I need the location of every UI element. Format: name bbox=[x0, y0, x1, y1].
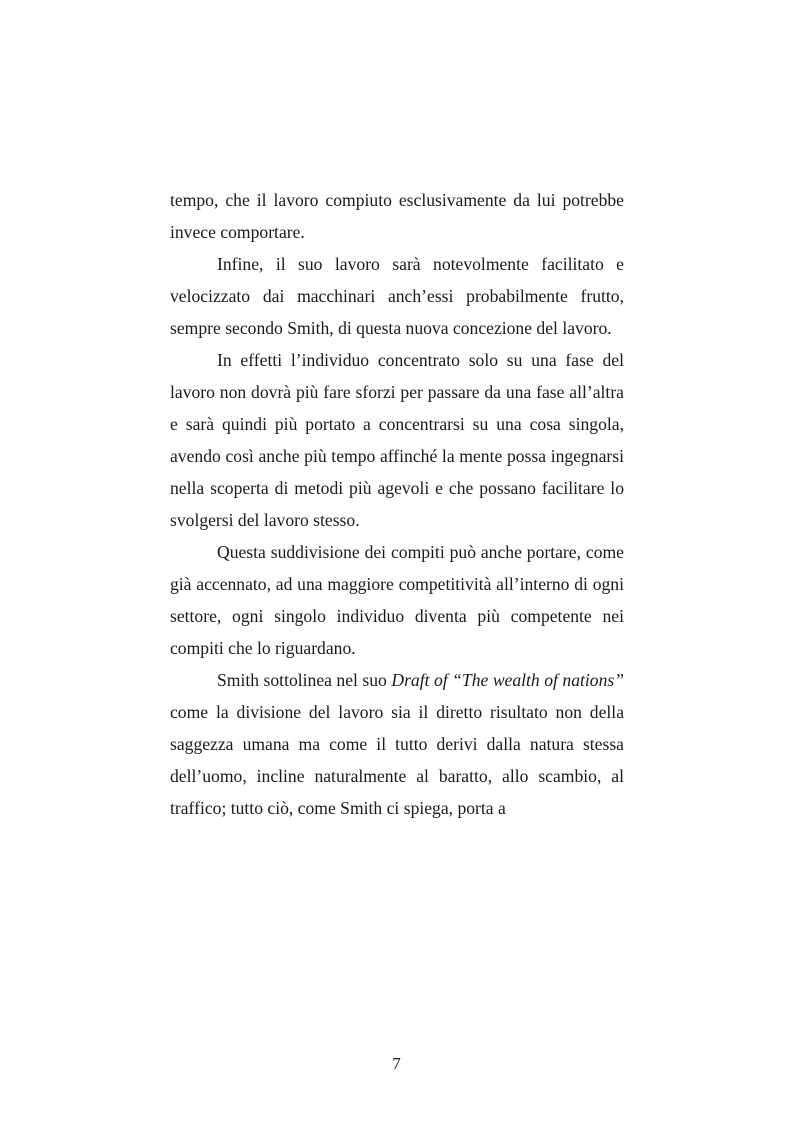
paragraph-3: In effetti l’individuo concentrato solo su una fase del lavoro non dovrà più fare sforzi per passare da una fase all’altra e sarà quindi più portato a concentrarsi su una cosa singola, avendo così anche più tempo affinché la mente possa ingegnarsi nella scoperta di metodi più agevoli e che possano facilitare lo svolgersi del lavoro stesso. bbox=[170, 350, 624, 530]
paragraph-5 bbox=[170, 664, 624, 824]
body-text bbox=[170, 184, 624, 824]
paragraph-5-lead: Smith sottolinea nel suo bbox=[217, 670, 392, 690]
paragraph-1: tempo, che il lavoro compiuto esclusivamente da lui potrebbe invece comportare. bbox=[170, 190, 624, 242]
paragraph-2: Infine, il suo lavoro sarà notevolmente facilitato e velocizzato dai macchinari anch’essi probabilmente frutto, sempre secondo Smith, di questa nuova concezione del lavoro. bbox=[170, 254, 624, 338]
paragraph-4: Questa suddivisione dei compiti può anche portare, come già accennato, ad una maggiore competitività all’interno di ogni settore, ogni singolo individuo diventa più competente nei compiti che lo riguardano. bbox=[170, 542, 624, 658]
page-number: 7 bbox=[392, 1054, 401, 1073]
paragraph-5-rest: come la divisione del lavoro sia il diretto risultato non della saggezza umana ma come il tutto derivi dalla natura stessa dell’uomo, incline naturalmente al baratto, allo scambio, al traffico; tutto ciò, come Smith ci spiega, porta a bbox=[170, 702, 624, 818]
book-title: Draft of “The wealth of nations” bbox=[391, 670, 624, 690]
